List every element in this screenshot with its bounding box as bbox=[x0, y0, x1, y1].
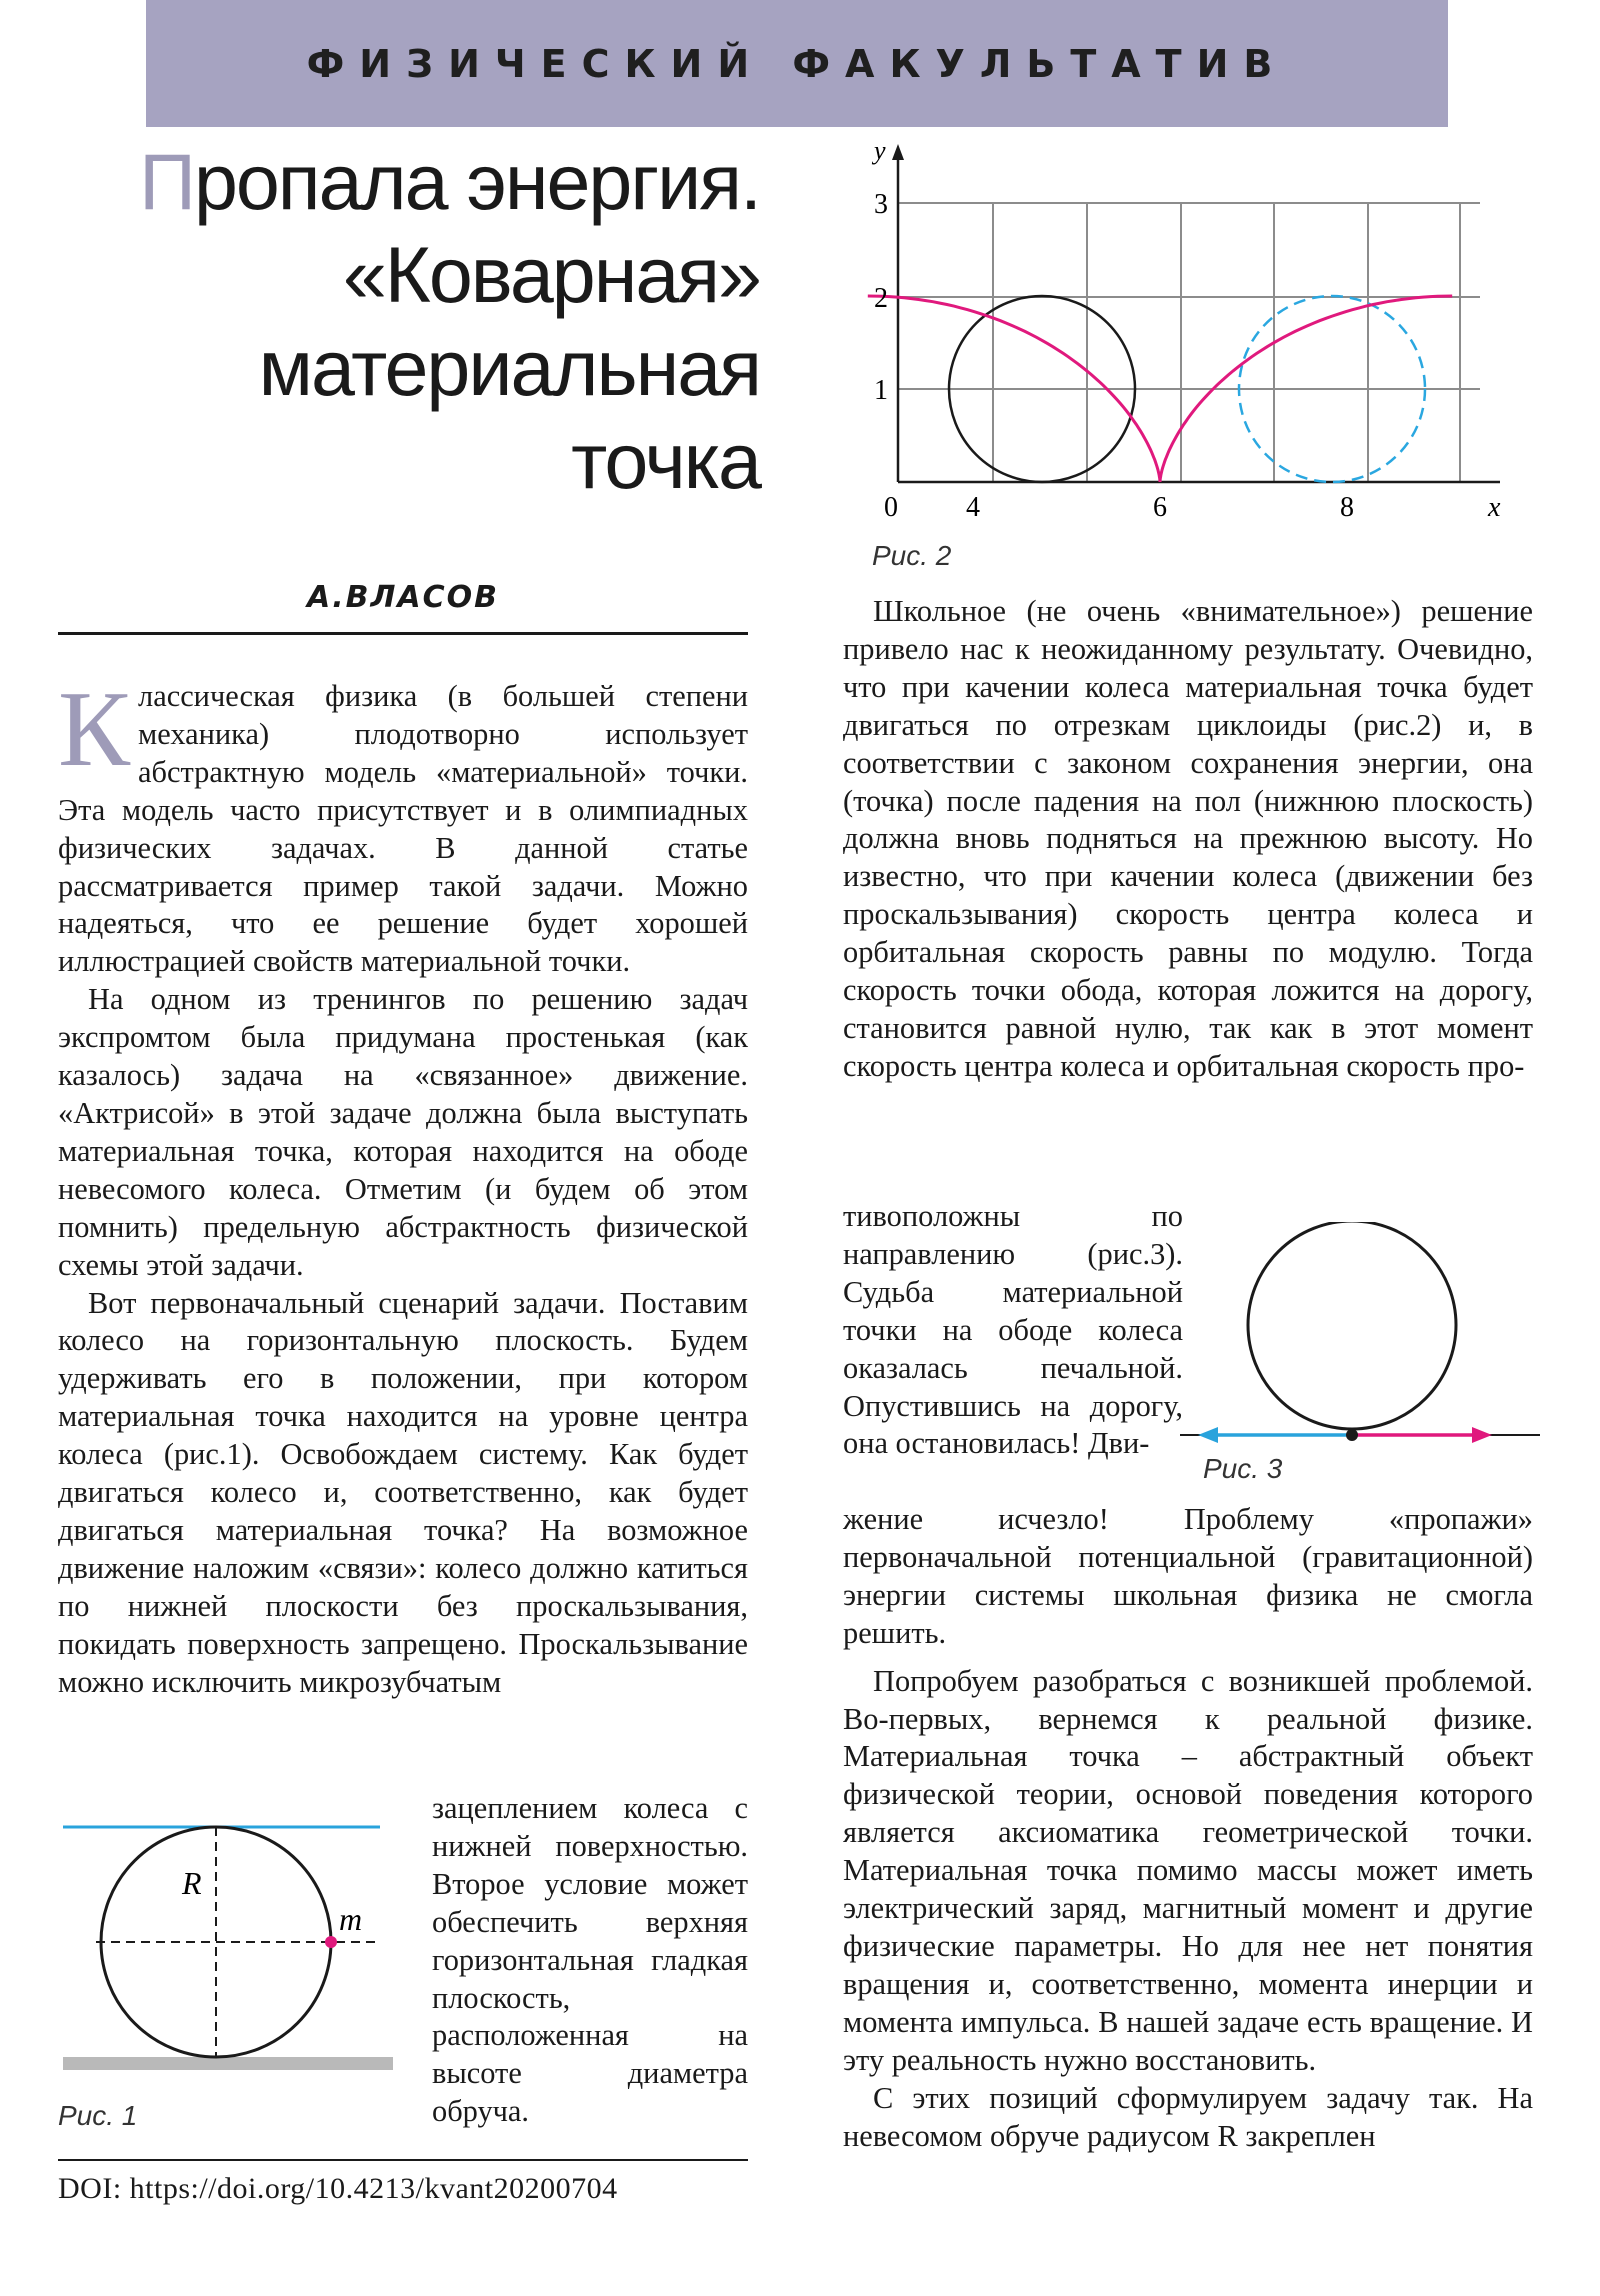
grid bbox=[898, 203, 1480, 482]
paragraph-fate: тивоположны по направлению (рис.3). Судьба материальной точки на ободе колеса оказалась печальной. Опустившись на дорогу, она остановилась! Дви- bbox=[843, 1199, 1183, 1461]
figure-2-caption: Рис. 2 bbox=[872, 540, 952, 571]
right-column-top bbox=[843, 593, 1533, 1086]
left-column bbox=[58, 670, 748, 1701]
title-line4: точка bbox=[571, 416, 760, 505]
paragraph-scenario-end: зацеплением колеса с нижней поверхностью. Второе условие может обеспечить верхняя горизонтальная гладкая плоскость, расположенная на высоте диаметра обруча. bbox=[432, 1791, 748, 2129]
doi-line: DOI: https://doi.org/10.4213/kvant20200704 bbox=[58, 2172, 618, 2205]
figure-3 bbox=[1180, 1222, 1540, 1462]
author-name: А.ВЛАСОВ bbox=[306, 580, 499, 615]
section-title: ФИЗИЧЕСКИЙ ФАКУЛЬТАТИВ bbox=[306, 41, 1288, 86]
y-tick-1: 1 bbox=[874, 375, 888, 406]
paragraph-reformulation: С этих позиций сформулируем задачу так. На невесомом обруче радиусом R закреплен bbox=[843, 2080, 1533, 2153]
figure-1-caption: Рис. 1 bbox=[58, 2100, 138, 2131]
drop-cap: К bbox=[58, 670, 131, 789]
x-tick-4: 4 bbox=[966, 492, 980, 523]
y-tick-2: 2 bbox=[874, 283, 888, 314]
x-tick-0: 0 bbox=[884, 492, 898, 523]
x-axis-label: x bbox=[1488, 492, 1501, 523]
y-axis-label: y bbox=[874, 136, 886, 165]
figure-1 bbox=[58, 1812, 398, 2132]
title-line2: «Коварная» bbox=[342, 230, 760, 319]
y-axis-arrow bbox=[892, 144, 904, 160]
article-title bbox=[20, 135, 760, 507]
right-column-wrap bbox=[843, 1198, 1183, 1463]
floor-plane bbox=[63, 2057, 393, 2070]
author-divider bbox=[58, 632, 748, 635]
paragraph-energy-loss: жение исчезло! Проблему «пропажи» первоначальной потенциальной (гравитационной) энергии системы школьная физика не смогла решить. bbox=[843, 1502, 1533, 1650]
figure-3-caption: Рис. 3 bbox=[1203, 1453, 1283, 1484]
paragraph-intro: Классическая физика (в большей степени механика) плодотворно использует абстрактную модель «материальной» точки. Эта модель часто присутствует и в олимпиадных физических задачах. В данной статье рассматривается пример такой задачи. Можно надеяться, что ее решение будет хорошей иллюстрацией свойств материальной точки. bbox=[58, 670, 748, 979]
y-tick-3: 3 bbox=[874, 189, 888, 220]
x-tick-6: 6 bbox=[1153, 492, 1167, 523]
title-line3: материальная bbox=[258, 323, 760, 412]
velocity-right-arrowhead bbox=[1472, 1427, 1492, 1443]
paragraph-scenario: Вот первоначальный сценарий задачи. Поставим колесо на горизонтальную плоскость. Будем удерживать его в положении, при котором материальная точка находится на уровне центра колеса (рис.1). Освобождаем систему. Как будет двигаться колесо и, соответственно, как будет двигаться материальная точка? На возможное движение наложим «связи»: колесо должно катиться по нижней плоскости без проскальзывания, покидать поверхность запрещено. Проскальзывание можно исключить микрозубчатым bbox=[58, 1285, 748, 1699]
right-column-rest bbox=[843, 1501, 1533, 2155]
paragraph-training: На одном из тренингов по решению задач экспромтом была придумана простенькая (как казалось) задача на «связанное» движение. «Актрисой» в этой задаче должна была выступать материальная точка, которая находится на ободе невесомого колеса. Отметим (и будем об этом помнить) предельную абстрактность физической схемы этой задачи. bbox=[58, 982, 748, 1282]
left-column-wrap bbox=[432, 1790, 748, 2131]
section-header bbox=[146, 0, 1448, 127]
label-m: m bbox=[339, 1901, 363, 1937]
velocity-left-arrowhead bbox=[1198, 1427, 1218, 1443]
x-tick-8: 8 bbox=[1340, 492, 1354, 523]
title-initial: П bbox=[139, 137, 194, 226]
paragraph-school-solution: Школьное (не очень «внимательное») решение привело нас к неожиданному результату. Очевидно, что при качении колеса материальная точка будет двигаться по отрезкам циклоиды (рис.2) и, в соответствии с законом сохранения энергии, она (точка) после падения на пол (нижнюю плоскость) должна вновь подняться на прежнюю высоту. Но известно, что при качении колеса (движении без проскальзывания) скорость центра колеса и орбитальная скорость равны по модулю. Тогда скорость точки обода, которая ложится на дорогу, становится равной нулю, так как в этот момент скорость центра колеса и орбитальная скорость про- bbox=[843, 594, 1533, 1083]
label-R: R bbox=[182, 1865, 202, 1901]
contact-point bbox=[1346, 1429, 1358, 1441]
doi-divider bbox=[58, 2159, 748, 2161]
material-point-m bbox=[325, 1936, 337, 1948]
wheel-circle bbox=[1248, 1222, 1456, 1429]
paragraph-real-physics: Попробуем разобраться с возникшей проблемой. Во-первых, вернемся к реальной физике. Материальная точка – абстрактный объект физической теории, основой поведения которого является аксиоматика геометрической точки. Материальная точка помимо массы может иметь электрический заряд, магнитный момент и другие физические параметры. Но для нее нет понятия вращения и, соответственно, момента инерции и момента импульса. В нашей задаче есть вращение. И эту реальность нужно восстановить. bbox=[843, 1663, 1533, 2077]
figure-2-plot bbox=[860, 134, 1520, 534]
title-line1: ропала энергия. bbox=[193, 137, 760, 226]
